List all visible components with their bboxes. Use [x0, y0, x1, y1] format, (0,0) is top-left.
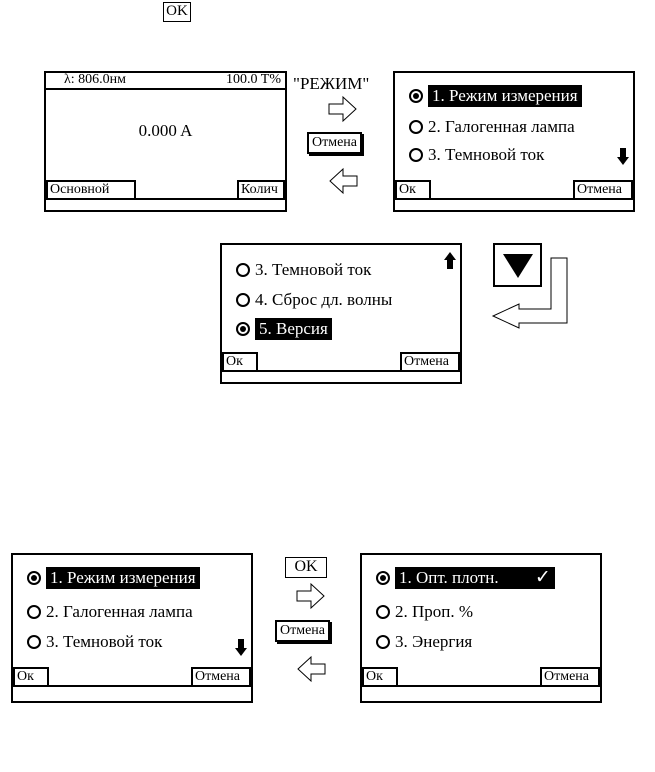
cancel-key: Отмена — [275, 620, 330, 642]
radio-icon — [409, 120, 423, 134]
softkey-ok: Ок — [362, 667, 398, 687]
menu-item-dark-current[interactable]: 3. Темновой ток — [236, 259, 371, 281]
radio-selected-icon — [376, 571, 390, 585]
screen-bottom-bar — [13, 685, 251, 701]
softkey-quantity: Колич — [237, 180, 285, 200]
radio-icon — [27, 605, 41, 619]
return-arrow-icon — [493, 258, 573, 330]
menu-item-energy[interactable]: 3. Энергия — [376, 631, 472, 653]
measure-mode-screen — [360, 553, 602, 703]
arrow-right-icon — [328, 96, 358, 124]
status-transmittance: 100.0 T% — [226, 72, 281, 87]
ok-key: OK — [285, 557, 327, 578]
menu-item-version[interactable]: 5. Версия — [236, 318, 332, 340]
menu-item-wavelength-reset[interactable]: 4. Сброс дл. волны — [236, 289, 392, 311]
menu-item-optical-density[interactable]: 1. Опт. плотн. ✓ — [376, 567, 555, 589]
status-divider — [46, 88, 285, 90]
radio-icon — [409, 148, 423, 162]
arrow-right-icon — [296, 583, 326, 611]
radio-selected-icon — [27, 571, 41, 585]
menu-item-transmittance[interactable]: 2. Проп. % — [376, 601, 473, 623]
measurement-screen — [44, 71, 287, 212]
softkey-ok: Ок — [13, 667, 49, 687]
radio-icon — [376, 605, 390, 619]
softkey-cancel: Отмена — [191, 667, 251, 687]
menu-item-measure-mode[interactable]: 1. Режим измерения — [27, 567, 200, 589]
mode-menu-screen-2 — [11, 553, 253, 703]
softkey-cancel: Отмена — [400, 352, 460, 372]
screen-bottom-bar — [46, 198, 285, 210]
menu-item-halogen-lamp[interactable]: 2. Галогенная лампа — [27, 601, 193, 623]
status-wavelength: λ: 806.0нм — [64, 72, 127, 87]
radio-icon — [236, 263, 250, 277]
radio-icon — [376, 635, 390, 649]
screen-bottom-bar — [362, 685, 600, 701]
mode-menu-screen — [393, 71, 635, 212]
radio-icon — [236, 293, 250, 307]
scrolled-menu-screen — [220, 243, 462, 384]
arrow-left-icon — [296, 656, 326, 684]
menu-item-dark-current[interactable]: 3. Темновой ток — [409, 144, 544, 166]
menu-item-measure-mode[interactable]: 1. Режим измерения — [409, 85, 582, 107]
menu-item-halogen-lamp[interactable]: 2. Галогенная лампа — [409, 116, 575, 138]
screen-bottom-bar — [395, 198, 633, 210]
scroll-down-icon — [617, 148, 629, 166]
scroll-up-icon — [444, 251, 456, 269]
cancel-key: Отмена — [307, 132, 362, 154]
scroll-down-icon — [235, 639, 247, 657]
radio-selected-icon — [409, 89, 423, 103]
radio-selected-icon — [236, 322, 250, 336]
screen-bottom-bar — [222, 370, 460, 382]
softkey-main: Основной — [46, 180, 136, 200]
arrow-left-icon — [328, 168, 358, 196]
softkey-cancel: Отмена — [540, 667, 600, 687]
menu-item-dark-current[interactable]: 3. Темновой ток — [27, 631, 162, 653]
ok-key: OK — [163, 2, 191, 22]
mode-key-label: "РЕЖИМ" — [293, 74, 370, 93]
softkey-cancel: Отмена — [573, 180, 633, 200]
softkey-ok: Ок — [222, 352, 258, 372]
softkey-ok: Ок — [395, 180, 431, 200]
reading-value: 0.000 A — [138, 121, 193, 140]
checkmark-icon: ✓ — [534, 567, 551, 588]
radio-icon — [27, 635, 41, 649]
